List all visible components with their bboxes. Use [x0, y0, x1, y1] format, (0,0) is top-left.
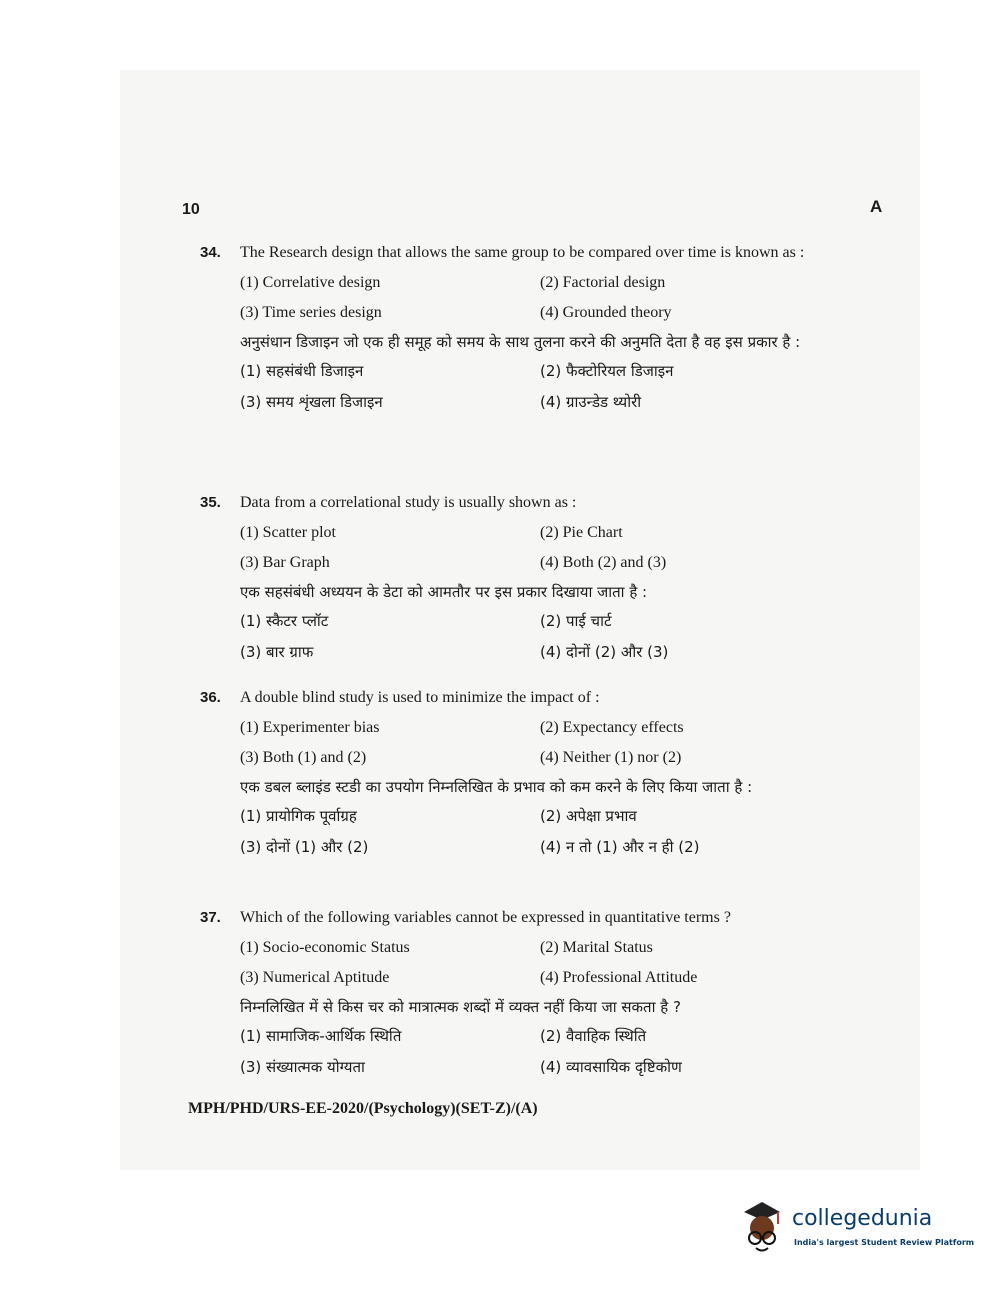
logo-tagline: India's largest Student Review Platform — [794, 1238, 975, 1247]
question-34 — [200, 240, 880, 418]
option-3-hi: (3) दोनों (1) और (2) — [240, 838, 369, 856]
option-3: (3) Bar Graph — [240, 554, 330, 571]
option-1: (1) Experimenter bias — [240, 719, 380, 736]
option-2-hi: (2) अपेक्षा प्रभाव — [540, 807, 637, 825]
options-hi — [240, 1021, 880, 1083]
option-1: (1) Socio-economic Status — [240, 939, 410, 956]
option-2: (2) Marital Status — [540, 939, 653, 956]
option-3-hi: (3) संख्यात्मक योग्यता — [240, 1058, 365, 1076]
option-4: (4) Both (2) and (3) — [540, 554, 667, 571]
option-4-hi: (4) दोनों (2) और (3) — [540, 643, 669, 661]
option-4: (4) Professional Attitude — [540, 969, 698, 986]
option-1-hi: (1) प्रायोगिक पूर्वाग्रह — [240, 807, 357, 825]
option-3-hi: (3) बार ग्राफ — [240, 643, 314, 661]
question-text-hi: एक डबल ब्लाइंड स्टडी का उपयोग निम्नलिखित के प्रभाव को कम करने के लिए किया जाता है : — [240, 778, 753, 796]
option-4-hi: (4) व्यावसायिक दृष्टिकोण — [540, 1058, 682, 1076]
question-text-hi: एक सहसंबंधी अध्ययन के डेटा को आमतौर पर इस प्रकार दिखाया जाता है : — [240, 583, 648, 601]
option-2-hi: (2) वैवाहिक स्थिति — [540, 1027, 647, 1045]
option-1: (1) Scatter plot — [240, 524, 336, 541]
option-4-hi: (4) न तो (1) और न ही (2) — [540, 838, 700, 856]
options-hi — [240, 801, 880, 863]
question-35 — [200, 490, 880, 668]
question-37 — [200, 905, 880, 1083]
question-text-en: Which of the following variables cannot be expressed in quantitative terms ? — [240, 909, 731, 926]
question-text-hi: निम्नलिखित में से किस चर को मात्रात्मक शब्दों में व्यक्त नहीं किया जा सकता है ? — [240, 998, 681, 1016]
option-2: (2) Factorial design — [540, 274, 666, 291]
options-en — [240, 713, 880, 773]
mascot-icon — [738, 1198, 786, 1258]
option-3-hi: (3) समय शृंखला डिजाइन — [240, 393, 383, 411]
question-text-en: A double blind study is used to minimize the impact of : — [240, 689, 600, 706]
option-1-hi: (1) सामाजिक-आर्थिक स्थिति — [240, 1027, 402, 1045]
option-3: (3) Numerical Aptitude — [240, 969, 390, 986]
option-1-hi: (1) स्कैटर प्लॉट — [240, 612, 329, 630]
option-2-hi: (2) फैक्टोरियल डिजाइन — [540, 362, 674, 380]
page-number: 10 — [182, 201, 200, 218]
question-number: 36. — [200, 689, 221, 706]
option-4-hi: (4) ग्राउन्डेड थ्योरी — [540, 393, 642, 411]
option-3: (3) Time series design — [240, 304, 382, 321]
option-2: (2) Expectancy effects — [540, 719, 684, 736]
set-letter: A — [870, 197, 883, 216]
option-1: (1) Correlative design — [240, 274, 381, 291]
option-4: (4) Neither (1) nor (2) — [540, 749, 682, 766]
options-en — [240, 268, 880, 328]
logo-name: collegedunia — [792, 1206, 933, 1231]
question-text-hi: अनुसंधान डिजाइन जो एक ही समूह को समय के साथ तुलना करने की अनुमति देता है वह इस प्रकार है : — [240, 333, 801, 351]
options-en — [240, 518, 880, 578]
question-text-en: The Research design that allows the same group to be compared over time is known as : — [240, 244, 805, 261]
collegedunia-logo — [738, 1198, 975, 1258]
option-2-hi: (2) पाई चार्ट — [540, 612, 612, 630]
exam-code: MPH/PHD/URS-EE-2020/(Psychology)(SET-Z)/(A) — [188, 1100, 538, 1117]
option-2: (2) Pie Chart — [540, 524, 623, 541]
question-text-en: Data from a correlational study is usually shown as : — [240, 494, 577, 511]
options-hi — [240, 606, 880, 668]
options-hi — [240, 356, 880, 418]
question-number: 35. — [200, 494, 221, 511]
question-number: 37. — [200, 909, 221, 926]
options-en — [240, 933, 880, 993]
question-36 — [200, 685, 880, 863]
question-number: 34. — [200, 244, 221, 261]
option-1-hi: (1) सहसंबंधी डिजाइन — [240, 362, 364, 380]
option-3: (3) Both (1) and (2) — [240, 749, 367, 766]
option-4: (4) Grounded theory — [540, 304, 672, 321]
